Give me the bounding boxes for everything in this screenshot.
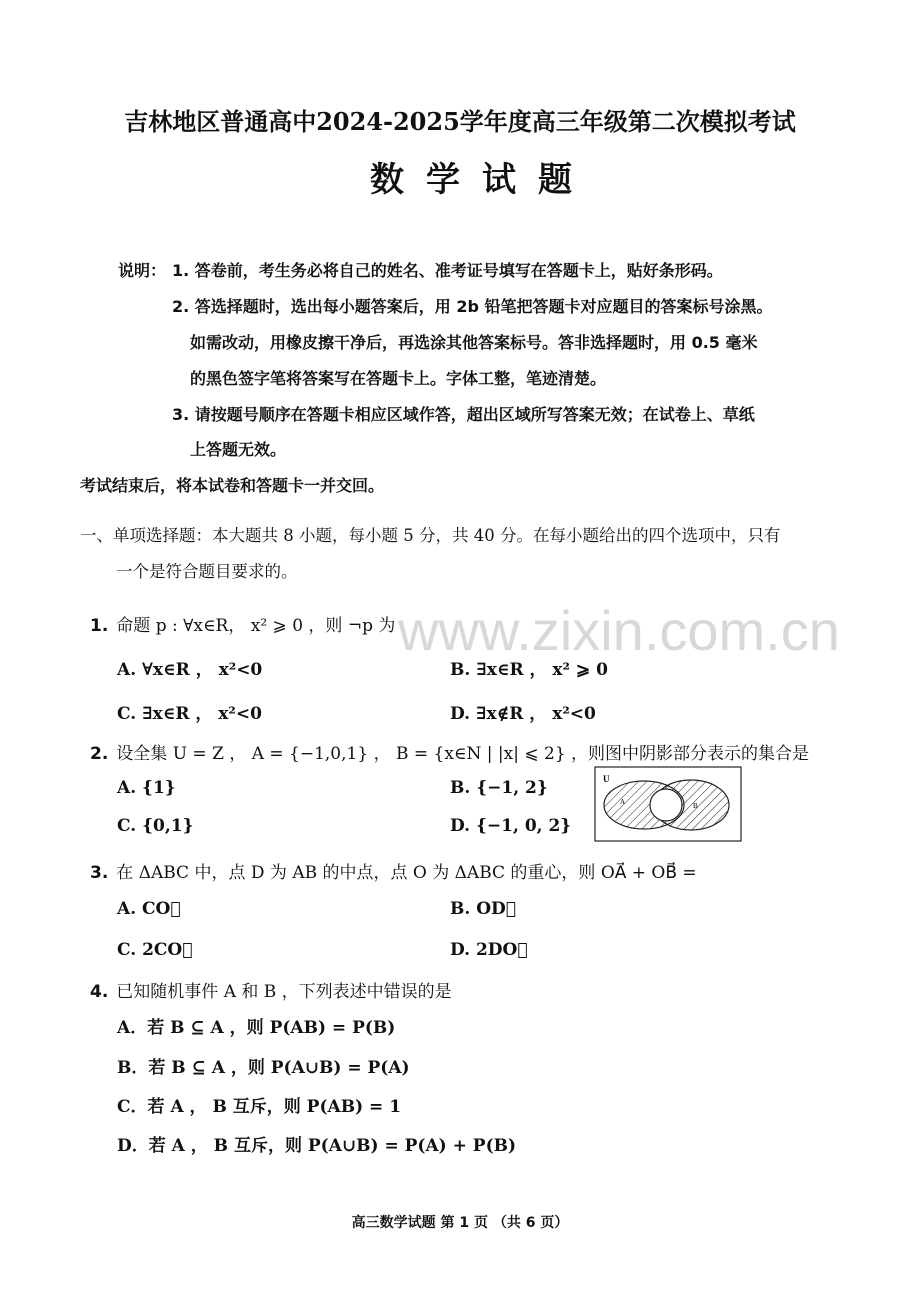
section-heading: 一、单项选择题：本大题共 8 小题，每小题 5 分，共 40 分。在每小题给出的四个选项中，只有 <box>80 526 781 545</box>
closing-note: 考试结束后，将本试卷和答题卡一并交回。 <box>80 476 385 495</box>
option-d: D．若 A ， B 互斥，则 P(A∪B) = P(A) + P(B) <box>117 1136 517 1156</box>
instruction-2: 2. 答选择题时，选出每小题答案后，用 2b 铅笔把答题卡对应题目的答案标号涂黑。 <box>172 297 773 316</box>
question-number: 4. <box>90 982 109 1002</box>
question-3 <box>90 858 697 883</box>
option-d: D. {−1, 0, 2} <box>450 816 572 836</box>
watermark: www.zixin.com.cn <box>398 599 840 662</box>
instruction-3-cont: 上答题无效。 <box>190 440 287 459</box>
question-1 <box>90 611 395 636</box>
option-a: A. ∀x∈R ， x²<0 <box>117 660 263 680</box>
instructions-label: 说明： <box>118 261 167 280</box>
question-stem: 已知随机事件 A 和 B ，下列表述中错误的是 <box>116 982 452 1002</box>
instruction-3: 3. 请按题号顺序在答题卡相应区域作答，超出区域所写答案无效；在试卷上、草纸 <box>172 405 755 424</box>
option-d: D. ∃x∉R ， x²<0 <box>450 704 596 724</box>
venn-diagram <box>594 766 742 842</box>
question-number: 2. <box>90 744 109 764</box>
question-2 <box>90 739 809 764</box>
label-a: A <box>620 798 626 806</box>
subject-title: 数学试题 <box>370 160 594 200</box>
label-b: B <box>693 802 698 810</box>
question-4 <box>90 977 452 1002</box>
section-heading-cont: 一个是符合题目要求的。 <box>116 562 298 581</box>
option-a: A. CO⃗ <box>117 899 181 919</box>
option-b: B. ∃x∈R ， x² ⩾ 0 <box>450 660 608 680</box>
page-footer: 高三数学试题 第 1 页 （共 6 页） <box>351 1215 569 1231</box>
option-a: A．若 B ⊆ A ，则 P(AB) = P(B) <box>117 1018 396 1038</box>
question-number: 3. <box>90 863 109 883</box>
option-c: C．若 A ， B 互斥，则 P(AB) = 1 <box>117 1097 402 1117</box>
option-a: A. {1} <box>117 778 176 798</box>
question-stem: 设全集 U = Z ， A = {−1,0,1} ， B = {x∈N | |x| ⩽ 2} ，则图中阴影部分表示的集合是 <box>116 744 810 764</box>
label-u: U <box>603 774 610 784</box>
question-stem: 在 ΔABC 中，点 D 为 AB 的中点，点 O 为 ΔABC 的重心，则 OA⃗ + OB⃗ = <box>116 863 697 883</box>
option-c: C. {0,1} <box>117 816 194 836</box>
question-stem: 命题 p : ∀x∈R， x² ⩾ 0 ，则 ¬p 为 <box>116 616 396 636</box>
option-c: C. 2CO⃗ <box>117 940 193 960</box>
option-d: D. 2DO⃗ <box>450 940 528 960</box>
option-c: C. ∃x∈R ， x²<0 <box>117 704 262 724</box>
instruction-2-cont: 如需改动，用橡皮擦干净后，再选涂其他答案标号。答非选择题时，用 0.5 毫米 <box>190 333 758 352</box>
question-number: 1. <box>90 616 109 636</box>
option-b: B．若 B ⊆ A ，则 P(A∪B) = P(A) <box>117 1058 410 1078</box>
instruction-2-cont: 的黑色签字笔将答案写在答题卡上。字体工整，笔迹清楚。 <box>190 369 607 388</box>
intersection-region <box>650 789 682 821</box>
option-b: B. OD⃗ <box>450 899 516 919</box>
option-b: B. {−1, 2} <box>450 778 548 798</box>
instruction-1: 1. 答卷前，考生务必将自己的姓名、准考证号填写在答题卡上，贴好条形码。 <box>172 261 723 280</box>
exam-title: 吉林地区普通高中2024-2025学年度高三年级第二次模拟考试 <box>124 107 796 136</box>
